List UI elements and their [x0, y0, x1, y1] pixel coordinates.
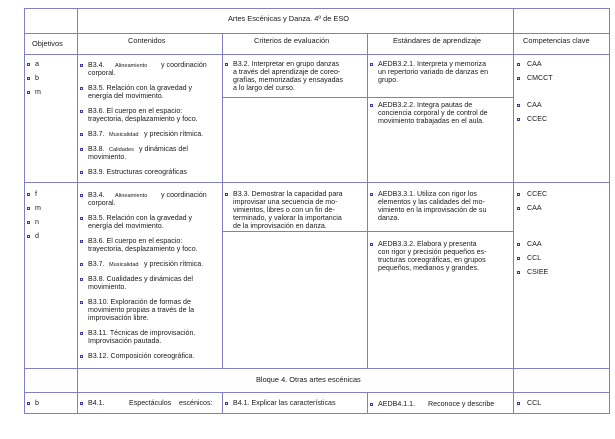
- contenido-item: y coordinación: [161, 191, 207, 199]
- estandar-line: movimiento trabajadas en el aula.: [378, 117, 485, 125]
- contenido-item: B4.1.: [88, 399, 105, 407]
- bloque-title: Bloque 4. Otras artes escénicas: [256, 375, 361, 384]
- bullet-icon: [517, 257, 520, 260]
- bullet-icon: [27, 207, 30, 210]
- contenido-item: B3.8.: [88, 145, 105, 153]
- header-objetivos: Objetivos: [32, 39, 63, 48]
- contenido-item: y precisión rítmica.: [144, 260, 204, 268]
- competencia-item: CCEC: [527, 115, 548, 123]
- contenido-item: movimiento.: [88, 283, 127, 291]
- competencia-item: CCEC: [527, 190, 548, 198]
- competencia-item: CSIEE: [527, 268, 549, 276]
- contenido-item: B3.5. Relación con la gravedad y: [88, 214, 193, 222]
- criterio-line: terminado, y valorar la importancia: [233, 214, 342, 222]
- estandar-line: Reconoce y describe: [428, 400, 495, 408]
- contenido-item: trayectoria, desplazamiento y foco.: [88, 115, 198, 123]
- bullet-icon: [80, 217, 83, 220]
- contenido-item: Musicalidad: [109, 262, 139, 268]
- objetivo-item: b: [35, 74, 39, 82]
- bullet-icon: [370, 193, 373, 196]
- estandar-line: danza.: [378, 214, 400, 222]
- contenido-item: Espectáculos: [129, 399, 172, 407]
- bullet-icon: [27, 63, 30, 66]
- objetivo-item: n: [35, 218, 39, 226]
- bullet-icon: [225, 402, 228, 405]
- contenido-item: movimiento propias a través de la: [88, 306, 195, 314]
- objetivo-item: a: [35, 60, 39, 68]
- criterio-line: improvisar una secuencia de mo-: [233, 198, 338, 206]
- estandar-line: AEDB3.2.2. Integra pautas de: [378, 101, 473, 109]
- bullet-icon: [517, 271, 520, 274]
- criterio-line: a lo largo del curso.: [233, 84, 295, 92]
- bullet-icon: [370, 243, 373, 246]
- objetivo-item: f: [35, 190, 37, 198]
- contenido-item: Alineamiento: [115, 63, 148, 69]
- bullet-icon: [27, 235, 30, 238]
- estandar-line: vimiento en la improvisación de su: [378, 206, 487, 214]
- competencia-item: CMCCT: [527, 74, 553, 82]
- criterio-line: de la improvisación en danza.: [233, 222, 327, 230]
- contenido-item: B3.7.: [88, 260, 105, 268]
- estandar-line: AEDB4.1.1.: [378, 400, 416, 408]
- estandar-line: tructuras coreográficas, en grupos: [378, 256, 486, 264]
- bullet-icon: [27, 402, 30, 405]
- bullet-icon: [517, 63, 520, 66]
- table-title: Artes Escénicas y Danza. 4º de ESO: [228, 14, 350, 23]
- estandar-line: un repertorio variado de danzas en: [378, 68, 489, 76]
- bullet-icon: [517, 207, 520, 210]
- header-contenidos: Contenidos: [128, 36, 166, 45]
- contenido-item: Improvisación pautada.: [88, 337, 162, 345]
- estandar-line: AEDB3.2.1. Interpreta y memoriza: [378, 60, 487, 68]
- bullet-icon: [370, 403, 373, 406]
- competencia-item: CCL: [527, 254, 542, 262]
- criterio-line: vimientos, libres o con un fin de-: [233, 206, 335, 214]
- objetivo-item: b: [35, 399, 39, 407]
- criterio-line: B4.1. Explicar las características: [233, 399, 336, 407]
- competencia-item: CAA: [527, 60, 542, 68]
- bullet-icon: [27, 77, 30, 80]
- contenido-item: corporal.: [88, 69, 116, 77]
- estandar-line: grupo.: [378, 76, 399, 84]
- contenido-item: trayectoria, desplazamiento y foco.: [88, 245, 198, 253]
- estandar-line: AEDB3.3.1. Utiliza con rigor los: [378, 190, 477, 198]
- estandar-line: pequeños, medianos y grandes.: [378, 264, 479, 272]
- estandar-line: conciencia corporal y de control de: [378, 109, 488, 117]
- contenido-item: B3.9. Estructuras coreográficas: [88, 168, 187, 176]
- contenido-item: improvisación libre.: [88, 314, 149, 322]
- contenido-item: B3.7.: [88, 130, 105, 138]
- contenido-item: B3.8. Cualidades y dinámicas del: [88, 275, 193, 283]
- bullet-icon: [225, 193, 228, 196]
- contenido-item: Musicalidad: [109, 132, 139, 138]
- estandar-line: con rigor y precisión pequeños es-: [378, 248, 487, 256]
- header-estandares: Estándares de aprendizaje: [393, 36, 481, 45]
- contenido-item: B3.4.: [88, 191, 105, 199]
- criterio-line: grafías, memorizadas y ensayadas: [233, 76, 344, 84]
- bullet-icon: [517, 193, 520, 196]
- bullet-icon: [80, 148, 83, 151]
- bullet-icon: [517, 402, 520, 405]
- competencia-item: CCL: [527, 399, 542, 407]
- bullet-icon: [80, 402, 83, 405]
- bullet-icon: [80, 64, 83, 67]
- contenido-item: Calidades: [109, 147, 134, 153]
- contenido-item: y coordinación: [161, 61, 207, 69]
- bullet-icon: [370, 104, 373, 107]
- bullet-icon: [80, 355, 83, 358]
- bullet-icon: [80, 194, 83, 197]
- bullet-icon: [80, 110, 83, 113]
- contenido-item: B3.6. El cuerpo en el espacio:: [88, 237, 183, 245]
- contenido-item: corporal.: [88, 199, 116, 207]
- estandar-line: elementos y las calidades del mo-: [378, 198, 485, 206]
- objetivo-item: d: [35, 232, 39, 240]
- bullet-icon: [370, 63, 373, 66]
- objetivo-item: m: [35, 88, 41, 96]
- criterio-line: B3.3. Demostrar la capacidad para: [233, 190, 343, 198]
- competencia-item: CAA: [527, 204, 542, 212]
- contenido-item: Alineamiento: [115, 193, 148, 199]
- bullet-icon: [517, 118, 520, 121]
- header-criterios: Criterios de evaluación: [254, 36, 330, 45]
- bullet-icon: [27, 193, 30, 196]
- contenido-item: escénicos:: [179, 399, 213, 407]
- bullet-icon: [80, 87, 83, 90]
- contenido-item: B3.10. Exploración de formas de: [88, 298, 191, 306]
- criterio-line: a través del aprendizaje de coreo-: [233, 68, 341, 76]
- bullet-icon: [517, 104, 520, 107]
- contenido-item: B3.5. Relación con la gravedad y: [88, 84, 193, 92]
- bullet-icon: [225, 63, 228, 66]
- bullet-icon: [80, 278, 83, 281]
- bullet-icon: [80, 263, 83, 266]
- contenido-item: B3.11. Técnicas de improvisación.: [88, 329, 196, 337]
- competencia-item: CAA: [527, 240, 542, 248]
- bullet-icon: [517, 77, 520, 80]
- estandar-line: AEDB3.3.2. Elabora y presenta: [378, 240, 477, 248]
- bullet-icon: [80, 332, 83, 335]
- bullet-icon: [80, 240, 83, 243]
- bullet-icon: [27, 91, 30, 94]
- contenido-item: y dinámicas del: [139, 145, 188, 153]
- bullet-icon: [27, 221, 30, 224]
- bullet-icon: [80, 301, 83, 304]
- bullet-icon: [517, 243, 520, 246]
- contenido-item: B3.6. El cuerpo en el espacio:: [88, 107, 183, 115]
- competencia-item: CAA: [527, 101, 542, 109]
- contenido-item: energía del movimiento.: [88, 92, 164, 100]
- contenido-item: B3.4.: [88, 61, 105, 69]
- contenido-item: B3.12. Composición coreográfica.: [88, 352, 195, 360]
- contenido-item: y precisión rítmica.: [144, 130, 204, 138]
- bullet-icon: [80, 171, 83, 174]
- contenido-item: energía del movimiento.: [88, 222, 164, 230]
- contenido-item: movimiento.: [88, 153, 127, 161]
- criterio-line: B3.2. Interpretar en grupo danzas: [233, 60, 340, 68]
- header-competencias: Competencias clave: [523, 36, 590, 45]
- objetivo-item: m: [35, 204, 41, 212]
- bullet-icon: [80, 133, 83, 136]
